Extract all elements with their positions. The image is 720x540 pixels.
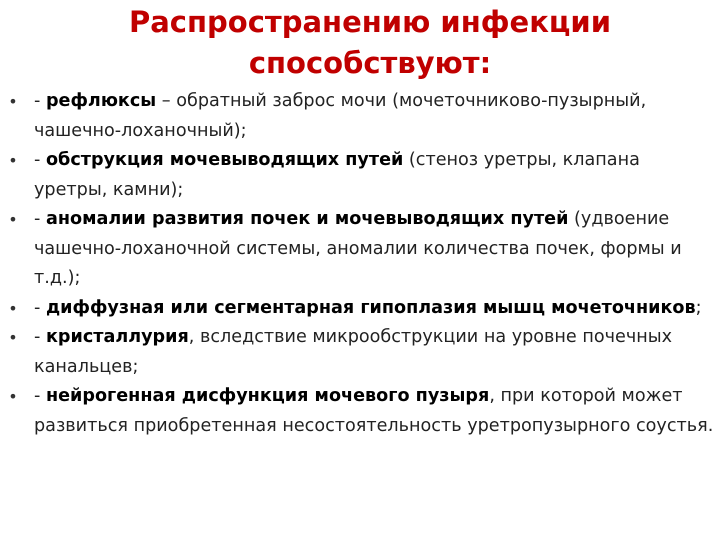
bullet-prefix: - (34, 150, 46, 170)
bullet-text: (стеноз уретры, клапана уретры, камни); (34, 150, 640, 200)
slide-title (60, 2, 680, 84)
bullet-item-obstruction (0, 146, 720, 205)
bullet-prefix: - (34, 386, 46, 406)
bullet-dot-icon: • (8, 151, 18, 170)
bullet-term: аномалии развития почек и мочевыводящих путей (45, 209, 569, 229)
bullet-prefix: - (34, 327, 46, 347)
bullet-term: кристаллурия (45, 327, 189, 347)
bullet-list (0, 87, 720, 441)
bullet-term: рефлюксы (45, 91, 157, 111)
slide-title-line-2: способствуют: (248, 46, 492, 80)
bullet-dot-icon: • (8, 210, 18, 229)
bullet-dot-icon: • (8, 92, 18, 111)
bullet-item-hypoplasia (0, 294, 720, 324)
bullet-text: – обратный заброс мочи (мочеточниково-пузырный, чашечно-лоханочный); (34, 91, 647, 141)
bullet-dot-icon: • (8, 328, 18, 347)
bullet-prefix: - (34, 297, 46, 318)
bullet-text: , при которой может развиться приобретенная несостоятельность уретропузырного соустья. (34, 386, 714, 436)
bullet-term: нейрогенная дисфункция мочевого пузыря (45, 386, 490, 406)
bullet-dot-icon: • (8, 387, 18, 406)
bullet-term: обструкция мочевыводящих путей (45, 150, 404, 170)
bullet-text: (удвоение чашечно-лоханочной системы, аномалии количества почек, формы и т.д.); (34, 209, 682, 288)
bullet-prefix: - (34, 91, 46, 111)
bullet-item-reflux (0, 87, 720, 146)
bullet-item-anomalies (0, 205, 720, 294)
bullet-item-crystalluria (0, 323, 720, 382)
bullet-term: диффузная или сегментарная гипоплазия мышц мочеточников (45, 297, 696, 318)
bullet-text: , вследствие микрообструкции на уровне почечных канальцев; (34, 327, 673, 377)
slide-title-line-1: Распространению инфекции (128, 5, 612, 39)
bullet-dot-icon: • (8, 298, 18, 318)
bullet-text: ; (695, 297, 702, 318)
bullet-prefix: - (34, 209, 46, 229)
bullet-item-neurogenic (0, 382, 720, 441)
